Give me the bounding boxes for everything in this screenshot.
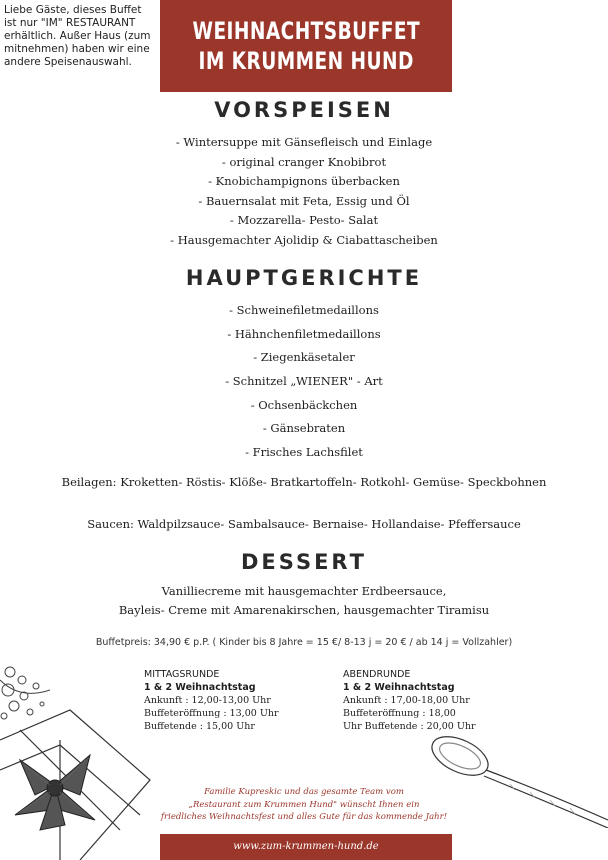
list-item: - original cranger Knobibrot [221, 154, 387, 169]
restaurant-notice: Liebe Gäste, dieses Buffet ist nur "IM" RESTAURANT erhältlich. Außer Haus (zum mitnehmen) haben wir eine andere Speisenauswahl. [4, 4, 151, 68]
list-item: - Mozzarella- Pesto- Salat [229, 213, 379, 227]
list-item: - Ochsenbäckchen [250, 397, 358, 412]
list-item: - Schnitzel „WIENER" - Art [225, 374, 383, 389]
dinner-days: 1 & 2 Weihnachtstag [343, 682, 455, 693]
list-item: - Wintersuppe mit Gänsefleisch und Einlage [175, 135, 433, 149]
footer-line-2: „Restaurant zum Krummen Hund" wünscht Ihnen ein [188, 799, 420, 810]
lunch-arrival: Ankunft : 12,00-13,00 Uhr [144, 695, 271, 706]
dessert-heading: DESSERT [241, 550, 367, 574]
mains-heading: HAUPTGERICHTE [185, 266, 423, 290]
starters-list [0, 133, 608, 250]
lunch-title: MITTAGSRUNDE [144, 669, 220, 680]
title-line-1: WEIHNACHTSBUFFET [192, 17, 420, 45]
lunch-end: Buffetende : 15,00 Uhr [144, 721, 255, 732]
dinner-opening: Buffeteröffnung : 18,00 [343, 708, 456, 719]
dinner-arrival: Ankunft : 17,00-18,00 Uhr [343, 695, 470, 706]
list-item: - Schweinefiletmedaillons [229, 303, 379, 317]
sauces-line: Saucen: Waldpilzsauce- Sambalsauce- Bernaise- Hollandaise- Pfeffersauce [87, 517, 521, 531]
dinner-title: ABENDRUNDE [343, 669, 411, 680]
footer-line-1: Familie Kupreskic und das gesamte Team vom [204, 787, 404, 797]
lunch-round [144, 668, 278, 733]
dinner-end: Uhr Buffetende : 20,00 Uhr [343, 721, 476, 732]
list-item: - Hausgemachter Ajolidip & Ciabattascheiben [170, 232, 438, 247]
list-item: - Knobichampignons überbacken [208, 174, 400, 188]
footer-line-3: friedliches Weihnachtsfest und alles Gute für das kommende Jahr! [160, 812, 448, 822]
price-info: Buffetpreis: 34,90 € p.P. ( Kinder bis 8 Jahre = 15 €/ 8-13 j = 20 € / ab 14 j = Vollzahler) [95, 637, 513, 648]
sides-line: Beilagen: Kroketten- Röstis- Klöße- Bratkartoffeln- Rotkohl- Gemüse- Speckbohnen [61, 475, 547, 489]
dessert-line-2: Bayleis- Creme mit Amarenakirschen, hausgemachter Tiramisu [118, 603, 490, 617]
title-line-2: IM KRUMMEN HUND [198, 47, 414, 75]
website-url[interactable]: www.zum-krummen-hund.de [160, 834, 452, 860]
dessert-line-1: Vanilliecreme mit hausgemachter Erdbeersauce, [161, 584, 447, 598]
list-item: - Bauernsalat mit Feta, Essig und Öl [198, 193, 410, 208]
lunch-days: 1 & 2 Weihnachtstag [144, 682, 256, 693]
lunch-opening: Buffeteröffnung : 13,00 Uhr [144, 708, 279, 719]
starters-heading: VORSPEISEN [214, 98, 394, 122]
mains-list [0, 299, 608, 465]
list-item: - Ziegenkäsetaler [253, 350, 355, 365]
gift-box-icon [0, 700, 160, 860]
footer-message [0, 786, 608, 824]
list-item: - Hähnchenfiletmedaillons [227, 326, 381, 341]
list-item: - Frisches Lachsfilet [245, 445, 363, 460]
dinner-round [343, 668, 476, 733]
list-item: - Gänsebraten [262, 421, 346, 436]
title-banner [160, 0, 452, 92]
